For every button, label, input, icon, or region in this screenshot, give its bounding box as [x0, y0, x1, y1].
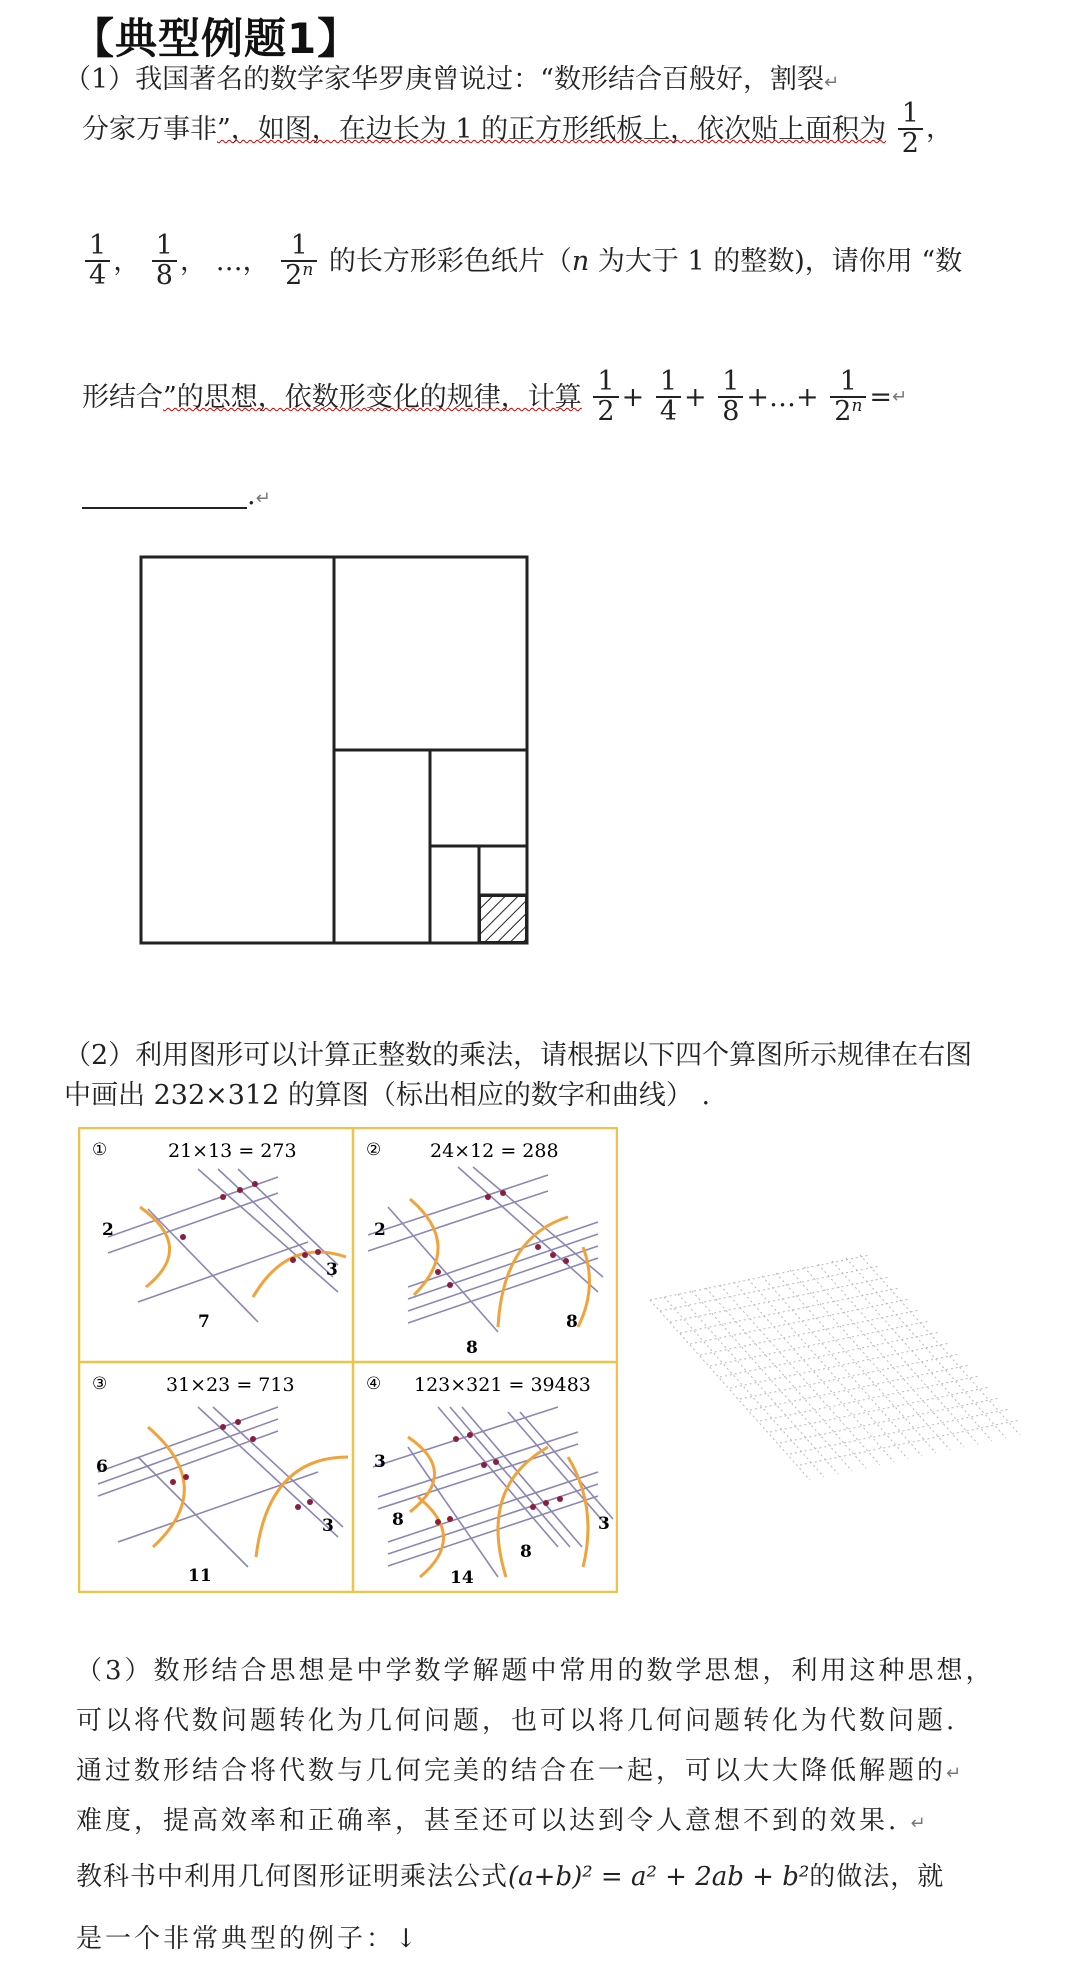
q1-line-4: 形结合”的思想，依数形变化的规律，计算 $\frac{1}{2}$ + $\frac{1}{4}$ + $\frac{1}{8}$ +…+ $\frac{1}{2^n}$ =↵ [82, 366, 908, 428]
multiplication-panels [78, 1127, 618, 1593]
answer-blank[interactable] [82, 483, 247, 509]
q3-line-4: 难度，提高效率和正确率，甚至还可以达到令人意想不到的效果. ↵ [76, 1806, 929, 1836]
page-title: 【典型例题1】 [72, 14, 361, 63]
panel-2-label-b: 8 [466, 1338, 478, 1358]
grid-line [846, 1258, 1006, 1438]
panel-4-label-a: 3 [374, 1452, 386, 1472]
q1-line-3: $\frac{1}{4}$ ， $\frac{1}{8}$ ， …， $\frac{1}{2^n}$ 的长方形彩色纸片（n 为大于 1 的整数)，请你用 “数 [82, 232, 962, 291]
q1-text-2a: 分家万事非 [82, 113, 217, 145]
q3-line-1: （3）数形结合思想是中学数学解题中常用的数学思想，利用这种思想， [76, 1656, 995, 1686]
panel-2-label-c: 8 [566, 1312, 578, 1332]
grid-line [790, 1409, 1010, 1454]
grid-line [860, 1255, 1020, 1435]
q1-text-2b: ”，如图，在边长为 1 的正方形纸板上，依次贴上面积为 [217, 113, 887, 145]
grid-line [790, 1270, 950, 1450]
grid-line [734, 1282, 894, 1462]
square-diagram [136, 552, 536, 952]
grid-line [804, 1267, 964, 1447]
panel-4-label-c: 14 [450, 1568, 474, 1588]
grid-line [720, 1285, 880, 1465]
panel-3-label-a: 6 [96, 1457, 108, 1477]
q3-line-6: 是一个非常典型的例子：↓ [76, 1924, 420, 1954]
grid-line [750, 1365, 970, 1410]
panel-4-title: 123×321 = 39483 [414, 1374, 591, 1396]
grid-line [832, 1261, 992, 1441]
panel-1-badge: ① [92, 1140, 108, 1160]
q1-text-1: （1）我国著名的数学家华罗庚曾说过：“数形结合百般好，割裂 [64, 64, 824, 95]
formula: (a+b)² = a² + 2ab + b² [508, 1862, 810, 1892]
grid-line [710, 1321, 930, 1366]
panel-2-title: 24×12 = 288 [430, 1140, 559, 1162]
q3-line-2: 可以将代数问题转化为几何问题，也可以将几何问题转化为代数问题. [76, 1706, 958, 1736]
grid-line [680, 1288, 900, 1333]
grid-line [760, 1376, 980, 1421]
panel-1-title: 21×13 = 273 [168, 1140, 297, 1162]
grid-line [770, 1387, 990, 1432]
panel-1-label-b: 7 [198, 1312, 210, 1332]
answer-blank-line[interactable]: .↵ [82, 482, 271, 509]
panel-2-label-a: 2 [374, 1220, 386, 1240]
grid-line [720, 1332, 940, 1377]
panel-3-label-c: 3 [322, 1516, 334, 1536]
panel-4-label-b: 8 [392, 1510, 404, 1530]
return-mark: ↵ [823, 72, 840, 93]
q1-line-2: 分家万事非”，如图，在边长为 1 的正方形纸板上，依次贴上面积为 $\frac{1}{2}$ ， [82, 98, 953, 160]
grid-line [730, 1343, 950, 1388]
grid-line [706, 1288, 866, 1468]
panel-3-title: 31×23 = 713 [166, 1374, 295, 1396]
panel-1-label-a: 2 [102, 1220, 114, 1240]
grid-line [818, 1264, 978, 1444]
panel-4-badge: ④ [366, 1374, 382, 1394]
grid-line [740, 1354, 960, 1399]
grid-line [780, 1398, 1000, 1443]
fraction-one-half: $\frac{1}{2}$ [898, 100, 923, 159]
q3-line-3: 通过数形结合将代数与几何完美的结合在一起，可以大大降低解题的↵ [76, 1756, 965, 1786]
grid-line [700, 1310, 920, 1355]
grid-line [800, 1420, 1020, 1465]
panel-1-label-c: 3 [326, 1260, 338, 1280]
grid-line [692, 1291, 852, 1471]
q2-line-1: （2）利用图形可以计算正整数的乘法，请根据以下四个算图所示规律在右图 [64, 1040, 973, 1071]
panel-3-badge: ③ [92, 1374, 108, 1394]
fraction-one-over-2n: $\frac{1}{2^n}$ [281, 232, 317, 291]
grid-line [690, 1299, 910, 1344]
panel-2-badge: ② [366, 1140, 382, 1160]
q1-line-1 [64, 66, 839, 93]
q2-line-2: 中画出 232×312 的算图（标出相应的数字和曲线） . [64, 1080, 711, 1111]
hatched-remainder [480, 896, 526, 942]
grid-line [660, 1266, 880, 1311]
grid-line [650, 1255, 870, 1300]
panel-3-label-b: 11 [188, 1566, 212, 1586]
q3-line-5: 教科书中利用几何图形证明乘法公式(a+b)² = a² + 2ab + b²的做法，就 [76, 1862, 945, 1892]
panel-4-label-d: 8 [520, 1542, 532, 1562]
panel-4-label-e: 3 [598, 1514, 610, 1534]
grid-line [670, 1277, 890, 1322]
fraction-one-eighth: $\frac{1}{8}$ [152, 232, 177, 291]
fraction-one-quarter: $\frac{1}{4}$ [85, 232, 110, 291]
drawing-grid-area[interactable] [640, 1240, 1040, 1500]
